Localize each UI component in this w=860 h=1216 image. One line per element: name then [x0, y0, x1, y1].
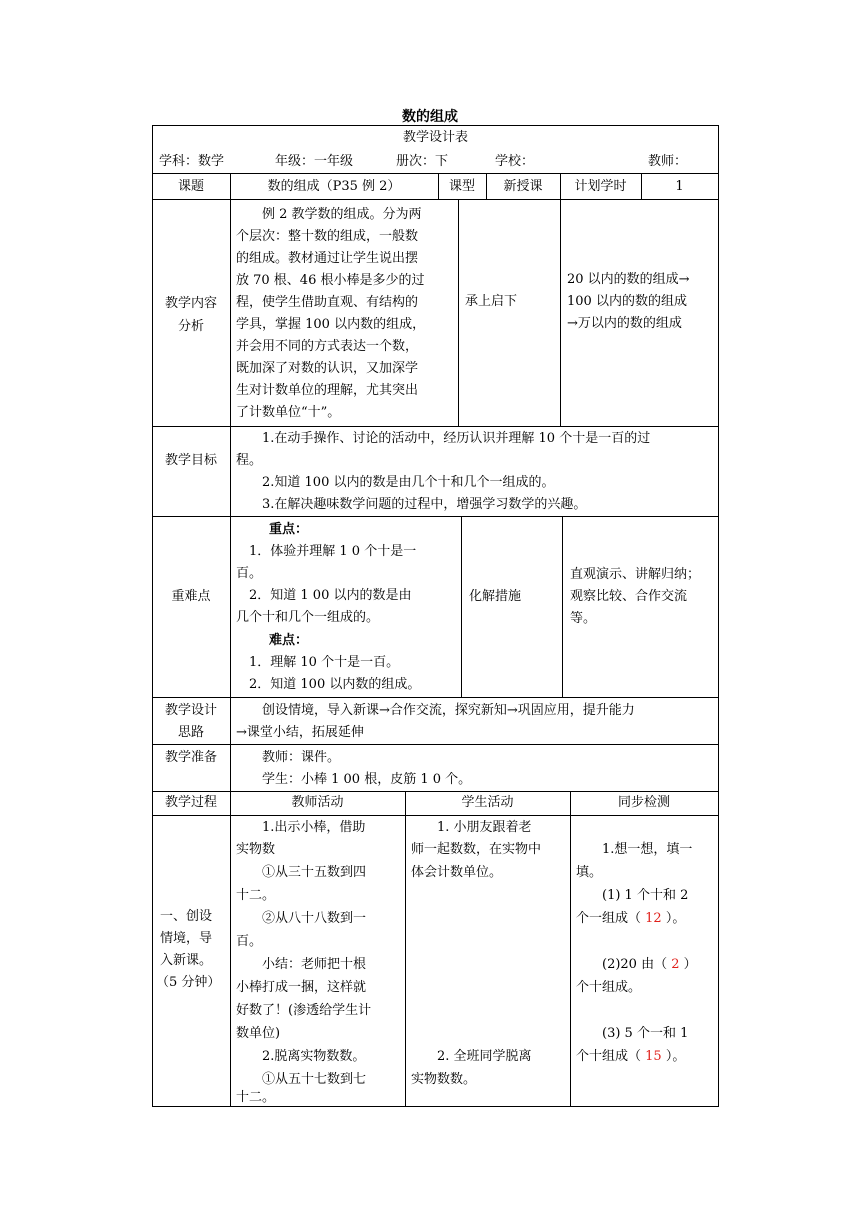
teacher-activity-line: ①从五十七数到七: [236, 1072, 367, 1087]
content-analysis-middle: 承上启下: [465, 294, 518, 309]
rule: [405, 791, 406, 1106]
key-points-title: 重点：: [269, 522, 309, 537]
teacher-activity-line: 1.出示小棒，借助: [236, 820, 366, 835]
rule: [152, 199, 719, 200]
rule: [570, 791, 571, 1106]
measures-line: 观察比较、合作交流: [570, 589, 688, 604]
rule: [152, 516, 719, 517]
check-question-1: [576, 907, 685, 930]
content-analysis-text: 既加深了对数的认识，又加深学: [236, 361, 419, 376]
answer-15: 15: [645, 1049, 662, 1064]
check-question-2: 个十组成。: [576, 980, 642, 995]
difficulty-title: 难点：: [269, 633, 309, 648]
process-header-student: 学生活动: [461, 795, 514, 810]
key-point-line: 百。: [236, 566, 263, 581]
content-analysis-text: 例 2 教学数的组成。分为两: [236, 207, 422, 222]
lesson-type-value: 新授课: [503, 179, 543, 194]
design-idea-label: 思路: [177, 725, 204, 740]
rule: [152, 173, 719, 174]
content-analysis-text: 个层次：整十数的组成，一般数: [236, 229, 419, 244]
objectives-label: 教学目标: [164, 453, 217, 468]
content-analysis-text: 的组成。教材通过让学生说出摆: [236, 251, 419, 266]
lesson-design-table: [152, 125, 719, 1106]
key-point-line: 几个十和几个一组成的。: [236, 610, 380, 625]
rule: [152, 697, 719, 698]
preparation-line: 学生：小棒 1 00 根，皮筋 1 0 个。: [236, 772, 472, 787]
teacher-field: 教师：: [648, 154, 688, 169]
stage-label: 入新课。: [160, 953, 213, 968]
teacher-activity-line: 实物数: [236, 842, 276, 857]
check-question-3: [576, 1045, 685, 1068]
content-analysis-label: 分析: [177, 319, 204, 334]
grade-field: 年级：一年级: [275, 154, 354, 169]
rule: [458, 199, 459, 426]
preparation-line: 教师：课件。: [236, 750, 341, 765]
stage-label: 一、创设: [160, 909, 213, 924]
stage-label: （5 分钟）: [156, 975, 221, 990]
difficulty-line: 1．理解 10 个十是一百。: [236, 655, 400, 670]
subject-field: 学科：数学: [159, 154, 225, 169]
check-question-2: [576, 953, 697, 976]
check-text: 个一组成（: [576, 911, 642, 926]
check-text: 个十组成（: [576, 1049, 642, 1064]
rule: [152, 744, 719, 745]
content-analysis-text: 学具，掌握 100 以内数的组成，: [236, 317, 426, 332]
answer-12: 12: [645, 911, 662, 926]
check-line: 1.想一想，填一: [576, 842, 693, 857]
check-question-1: (1) 1 个十和 2: [576, 888, 689, 903]
key-point-line: 2．知道 1 00 以内的数是由: [236, 588, 412, 603]
teacher-activity-line: 百。: [236, 934, 263, 949]
check-question-3: (3) 5 个一和 1: [576, 1026, 689, 1041]
teacher-activity-line: 十二。: [236, 888, 276, 903]
teacher-activity-line: 小结：老师把十根: [236, 957, 367, 972]
check-text: ）。: [665, 911, 686, 926]
content-analysis-right: 100 以内的数的组成: [567, 294, 687, 309]
student-activity-line: 体会计数单位。: [411, 865, 503, 880]
rule: [562, 516, 563, 697]
lesson-type-label: 课型: [448, 179, 475, 194]
teacher-activity-line: 十二。: [236, 1090, 276, 1105]
rule: [560, 199, 561, 426]
teacher-activity-line: ②从八十八数到一: [236, 911, 367, 926]
measures-line: 等。: [570, 611, 597, 626]
student-activity-line: 师一起数数，在实物中: [411, 842, 542, 857]
check-text: (2)20 由（: [576, 957, 668, 972]
objective-line: 程。: [236, 453, 263, 468]
topic-label: 课题: [177, 179, 204, 194]
rule-label-col: [230, 173, 231, 1106]
student-activity-line: 实物数数。: [411, 1072, 477, 1087]
rule-bottom: [152, 1106, 719, 1107]
content-analysis-right: →万以内的数的组成: [567, 316, 682, 331]
measures-line: 直观演示、讲解归纳；: [570, 567, 701, 582]
content-analysis-label: 教学内容: [164, 296, 217, 311]
border-left: [152, 125, 153, 1106]
measures-label: 化解措施: [469, 589, 522, 604]
content-analysis-text: 并会用不同的方式表达一个数，: [236, 339, 419, 354]
process-header-teacher: 教师活动: [291, 795, 344, 810]
planned-hours-label: 计划学时: [574, 179, 627, 194]
content-analysis-text: 程，使学生借助直观、有结构的: [236, 295, 419, 310]
content-analysis-right: 20 以内的数的组成→: [567, 272, 690, 287]
check-text: ）。: [665, 1049, 686, 1064]
student-activity-line: 2. 全班同学脱离: [411, 1049, 532, 1064]
rule: [461, 516, 462, 697]
student-activity-line: 1. 小朋友跟着老: [411, 820, 532, 835]
teacher-activity-line: ①从三十五数到四: [236, 865, 367, 880]
design-idea-line: 创设情境，导入新课→合作交流，探究新知→巩固应用，提升能力: [236, 703, 635, 718]
page-title: 数的组成: [402, 109, 458, 125]
answer-2: 2: [671, 957, 680, 972]
key-points-label: 重难点: [171, 589, 211, 604]
objective-line: 2.知道 100 以内的数是由几个十和几个一组成的。: [236, 475, 555, 490]
stage-label: 情境，导: [160, 931, 213, 946]
process-header-check: 同步检测: [617, 795, 670, 810]
content-analysis-text: 放 70 根、46 根小棒是多少的过: [236, 273, 425, 288]
design-idea-label: 教学设计: [164, 703, 217, 718]
volume-field: 册次：下: [396, 154, 449, 169]
content-analysis-text: 了计数单位“十”。: [236, 405, 341, 420]
objective-line: 1.在动手操作、讨论的活动中，经历认识并理解 10 个十是一百的过: [236, 431, 651, 446]
teacher-activity-line: 数单位): [236, 1026, 281, 1041]
planned-hours-value: 1: [675, 179, 684, 194]
teacher-activity-line: 小棒打成一捆，这样就: [236, 980, 367, 995]
check-text: ）: [683, 957, 697, 972]
topic-value: 数的组成（P35 例 2）: [267, 179, 401, 194]
key-point-line: 1．体验并理解 1 0 个十是一: [236, 544, 417, 559]
objective-line: 3.在解决趣味数学问题的过程中，增强学习数学的兴趣。: [236, 497, 587, 512]
process-header-stage: 教学过程: [164, 795, 217, 810]
check-line: 填。: [576, 865, 603, 880]
difficulty-line: 2．知道 100 以内数的组成。: [236, 677, 421, 692]
sheet-title: 教学设计表: [402, 130, 468, 145]
border-right: [718, 125, 719, 1106]
design-idea-line: →课堂小结，拓展延伸: [236, 725, 364, 740]
school-field: 学校：: [495, 154, 535, 169]
content-analysis-text: 生对计数单位的理解，尤其突出: [236, 383, 419, 398]
teacher-activity-line: 好数了！(渗透给学生计: [236, 1003, 372, 1018]
teacher-activity-line: 2.脱离实物数数。: [236, 1049, 366, 1064]
preparation-label: 教学准备: [164, 750, 217, 765]
